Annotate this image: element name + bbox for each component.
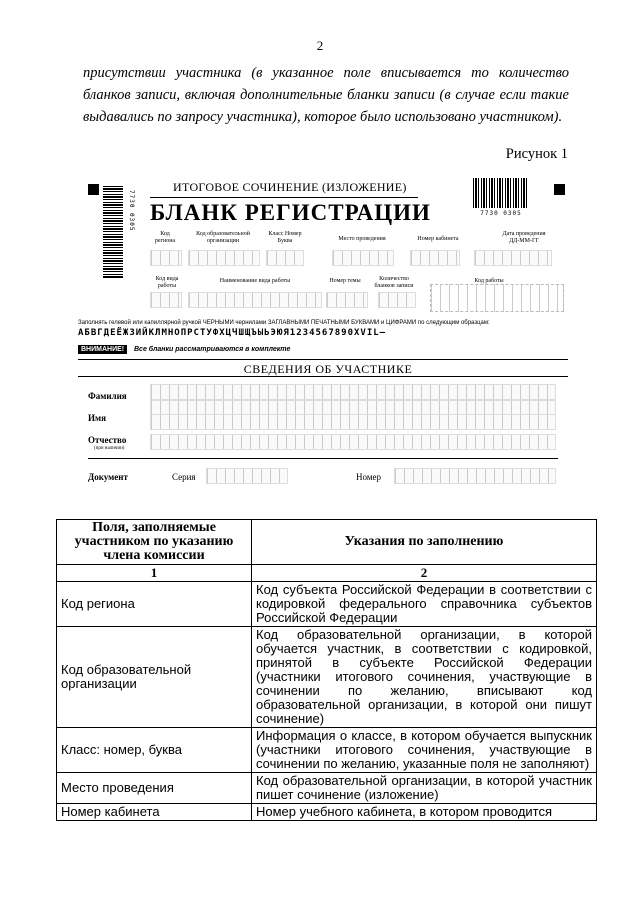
class-cells[interactable] <box>266 250 304 266</box>
caption-work-type-name: Наименование вида работы <box>219 278 291 284</box>
series-cells[interactable] <box>206 468 288 484</box>
sheets-cells[interactable] <box>378 292 416 308</box>
divider <box>78 359 568 360</box>
table-header-instructions: Указания по заполнению <box>252 520 597 565</box>
page-number: 2 <box>316 38 324 53</box>
caption-sheets: Количество бланков записи <box>374 276 414 289</box>
patronymic-label: Отчество <box>88 435 127 445</box>
caption-work-code: Код работы <box>474 278 504 284</box>
column-number: 2 <box>252 565 597 582</box>
name-label: Имя <box>88 413 106 423</box>
caption-work-type-code: Код вида работы <box>155 276 179 289</box>
divider <box>150 197 418 198</box>
divider <box>78 376 568 377</box>
corner-marker <box>88 184 99 195</box>
caption-date: Дата проведения <box>502 231 546 237</box>
date-cells[interactable] <box>474 250 552 266</box>
instructions-table <box>56 519 597 821</box>
form-heading: БЛАНК РЕГИСТРАЦИИ <box>150 200 431 225</box>
field-instruction: Код образовательной организации, в которой обучается участник, в соответствии с кодировкой, принятой в субъекте Российской Федерации (участники итогового сочинения, участвующие в сочинении по желанию, вписывают код образовательной организации, в которой они пишут сочинение) <box>252 627 597 728</box>
name-cells[interactable] <box>150 414 556 430</box>
field-instruction: Номер учебного кабинета, в котором проводится <box>252 804 597 821</box>
table-row <box>57 627 597 728</box>
attention-text: Все бланки рассматриваются в комплекте <box>134 346 291 353</box>
work-code-box[interactable] <box>430 284 564 312</box>
vertical-barcode <box>103 186 123 278</box>
registration-form-image <box>78 174 568 500</box>
fill-instruction: Заполнять гелевой или капиллярной ручкой ЧЕРНЫМИ чернилами ЗАГЛАВНЫМИ ПЕЧАТНЫМИ БУКВАМИ и ЦИФРАМИ по следующим образцам: <box>78 320 490 326</box>
topic-cells[interactable] <box>326 292 368 308</box>
surname-label: Фамилия <box>88 391 127 401</box>
field-name: Код региона <box>57 582 252 627</box>
document-label: Документ <box>88 472 128 482</box>
date-hint: ДД-ММ-ГГ <box>509 238 539 244</box>
attention-badge: ВНИМАНИЕ! <box>78 345 127 354</box>
field-instruction: Код субъекта Российской Федерации в соответствии с кодировкой федерального справочника субъектов Российской Федерации <box>252 582 597 627</box>
field-name: Номер кабинета <box>57 804 252 821</box>
patronymic-cells[interactable] <box>150 434 556 450</box>
column-number: 1 <box>57 565 252 582</box>
caption-org: Код образовательной организации <box>196 231 250 244</box>
barcode <box>473 178 529 208</box>
caption-room: Номер кабинета <box>417 236 459 242</box>
vertical-barcode-number: 7730 0305 <box>128 190 135 232</box>
field-name: Код образовательной организации <box>57 627 252 728</box>
field-instruction: Код образовательной организации, в которой участник пишет сочинение (изложение) <box>252 773 597 804</box>
room-cells[interactable] <box>410 250 460 266</box>
caption-class: Класс Номер Буква <box>268 231 302 244</box>
work-type-name-cells[interactable] <box>188 292 322 308</box>
org-code-cells[interactable] <box>188 250 260 266</box>
section-title: СВЕДЕНИЯ ОБ УЧАСТНИКЕ <box>243 362 413 376</box>
number-cells[interactable] <box>394 468 556 484</box>
place-cells[interactable] <box>332 250 394 266</box>
form-title: ИТОГОВОЕ СОЧИНЕНИЕ (ИЗЛОЖЕНИЕ) <box>173 180 407 194</box>
caption-place: Место проведения <box>338 236 386 242</box>
table-row <box>57 804 597 821</box>
surname-cells[interactable] <box>150 384 556 400</box>
intro-paragraph: присутствии участника (в указанное поле вписывается то количество бланков записи, включая дополнительные бланки записи (в случае если такие выдавались по запросу участника), которое было использовано участником). <box>83 65 569 125</box>
sample-characters: АБВГДЕЁЖЗИЙКЛМНОПРСТУФХЦЧШЩЪЫЬЭЮЯ1234567890XVIL– <box>78 328 387 338</box>
barcode-number: 7730 0305 <box>480 210 522 217</box>
table-header-fields: Поля, заполняемые участником по указанию члена комиссии <box>57 520 252 565</box>
field-instruction: Информация о классе, в котором обучается выпускник (участники итогового сочинения, участвующие в сочинении по желанию, указанные поля не заполняют) <box>252 728 597 773</box>
divider <box>88 458 558 459</box>
patronymic-hint: (при наличии) <box>94 446 125 451</box>
field-name: Место проведения <box>57 773 252 804</box>
number-label: Номер <box>356 472 382 482</box>
figure-label: Рисунок 1 <box>505 146 568 162</box>
work-type-code-cells[interactable] <box>150 292 182 308</box>
caption-topic: Номер темы <box>329 278 361 284</box>
caption-region: Код региона <box>154 231 176 244</box>
region-code-cells[interactable] <box>150 250 182 266</box>
series-label: Серия <box>172 472 196 482</box>
table-row <box>57 773 597 804</box>
table-row <box>57 582 597 627</box>
corner-marker <box>554 184 565 195</box>
table-row <box>57 728 597 773</box>
field-name: Класс: номер, буква <box>57 728 252 773</box>
